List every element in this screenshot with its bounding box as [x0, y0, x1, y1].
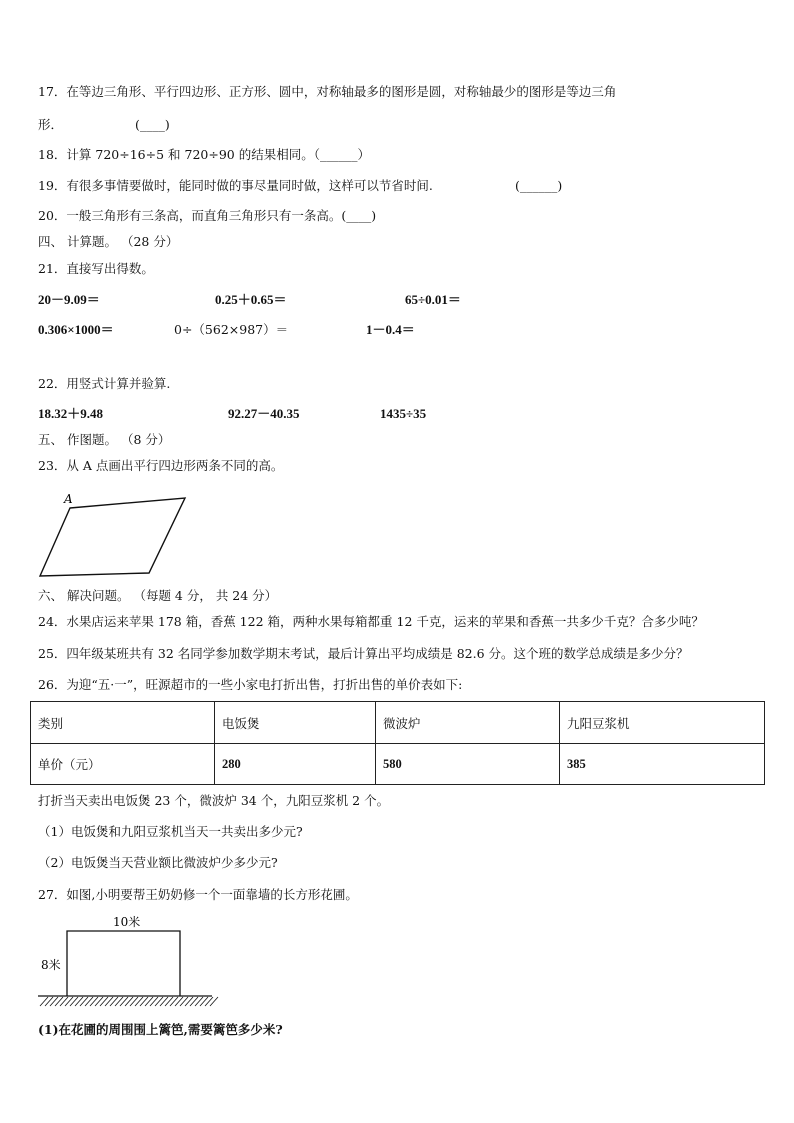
calc-item: 1－0.4＝ [366, 322, 415, 337]
q19-text: 19．有很多事情要做时，能同时做的事尽量同时做，这样可以节省时间. [38, 178, 433, 193]
q20-text: 20．一般三角形有三条高，而直角三角形只有一条高。(____) [38, 208, 377, 223]
q25-text: 25．四年级某班共有 32 名同学参加数学期末考试，最后计算出平均成绩是 82.6 分。这个班的数学总成绩是多少分？ [38, 646, 689, 661]
q21-title: 21．直接写出得数。 [38, 261, 154, 276]
price-cell: 580 [376, 744, 560, 785]
calc-item: 0.25＋0.65＝ [215, 292, 287, 307]
table-header-cell: 微波炉 [376, 702, 560, 744]
q26-note: 打折当天卖出电饭煲 23 个，微波炉 34 个，九阳豆浆机 2 个。 [38, 793, 390, 808]
table-header-cell: 类别 [31, 702, 215, 744]
height-label: 8米 [41, 958, 61, 972]
q23-text: 23．从 A 点画出平行四边形两条不同的高。 [38, 458, 284, 473]
calc-item: 20－9.09＝ [38, 292, 100, 307]
q26-sub-question-2: （2）电饭煲当天营业额比微波炉少多少元? [38, 855, 278, 870]
q24-text: 24．水果店运来苹果 178 箱，香蕉 122 箱，两种水果每箱都重 12 千克，运来的苹果和香蕉一共多少千克？合多少吨？ [38, 614, 704, 629]
q27-text: 27．如图,小明要帮王奶奶修一个一面靠墙的长方形花圃。 [38, 887, 358, 902]
table-header-cell: 九阳豆浆机 [560, 702, 765, 744]
q17-line1: 17．在等边三角形、平行四边形、正方形、圆中，对称轴最多的图形是圆，对称轴最少的图形是等边三角 [38, 84, 617, 99]
q26-intro: 26．为迎“五·一”，旺源超市的一些小家电打折出售，打折出售的单价表如下: [38, 677, 463, 692]
q17-answer-blank[interactable]: (____) [135, 117, 170, 132]
vertical-calc-item: 92.27－40.35 [228, 406, 300, 421]
calc-item: 0÷（562×987）＝ [174, 322, 289, 337]
vertical-calc-item: 18.32＋9.48 [38, 406, 104, 421]
section-5-title: 五、 作图题。 （8 分） [38, 432, 171, 447]
vertical-calc-item: 1435÷35 [380, 406, 427, 421]
calc-item: 65÷0.01＝ [405, 292, 461, 307]
width-label: 10米 [113, 915, 141, 929]
table-header-cell: 电饭煲 [215, 702, 376, 744]
q26-sub-question-1: （1）电饭煲和九阳豆浆机当天一共卖出多少元? [38, 824, 303, 839]
q18-text: 18．计算 720÷16÷5 和 720÷90 的结果相同。（______） [38, 147, 370, 162]
section-4-title: 四、 计算题。 （28 分） [38, 234, 179, 249]
price-cell: 385 [560, 744, 765, 785]
q17-line2: 形． [38, 117, 64, 132]
table-row-label: 单价（元） [31, 744, 215, 785]
vertex-label-a: A [64, 492, 73, 506]
price-cell: 280 [215, 744, 376, 785]
q19-answer-blank[interactable]: (______) [515, 178, 563, 193]
q27-sub-question-1: (1)在花圃的周围围上篱笆,需要篱笆多少米? [38, 1022, 283, 1037]
q22-title: 22．用竖式计算并验算. [38, 376, 171, 391]
wall-hatching [40, 997, 218, 1006]
garden-rectangle [67, 931, 180, 996]
calc-item: 0.306×1000＝ [38, 322, 114, 337]
section-6-title: 六、 解决问题。 （每题 4 分， 共 24 分） [38, 588, 278, 603]
